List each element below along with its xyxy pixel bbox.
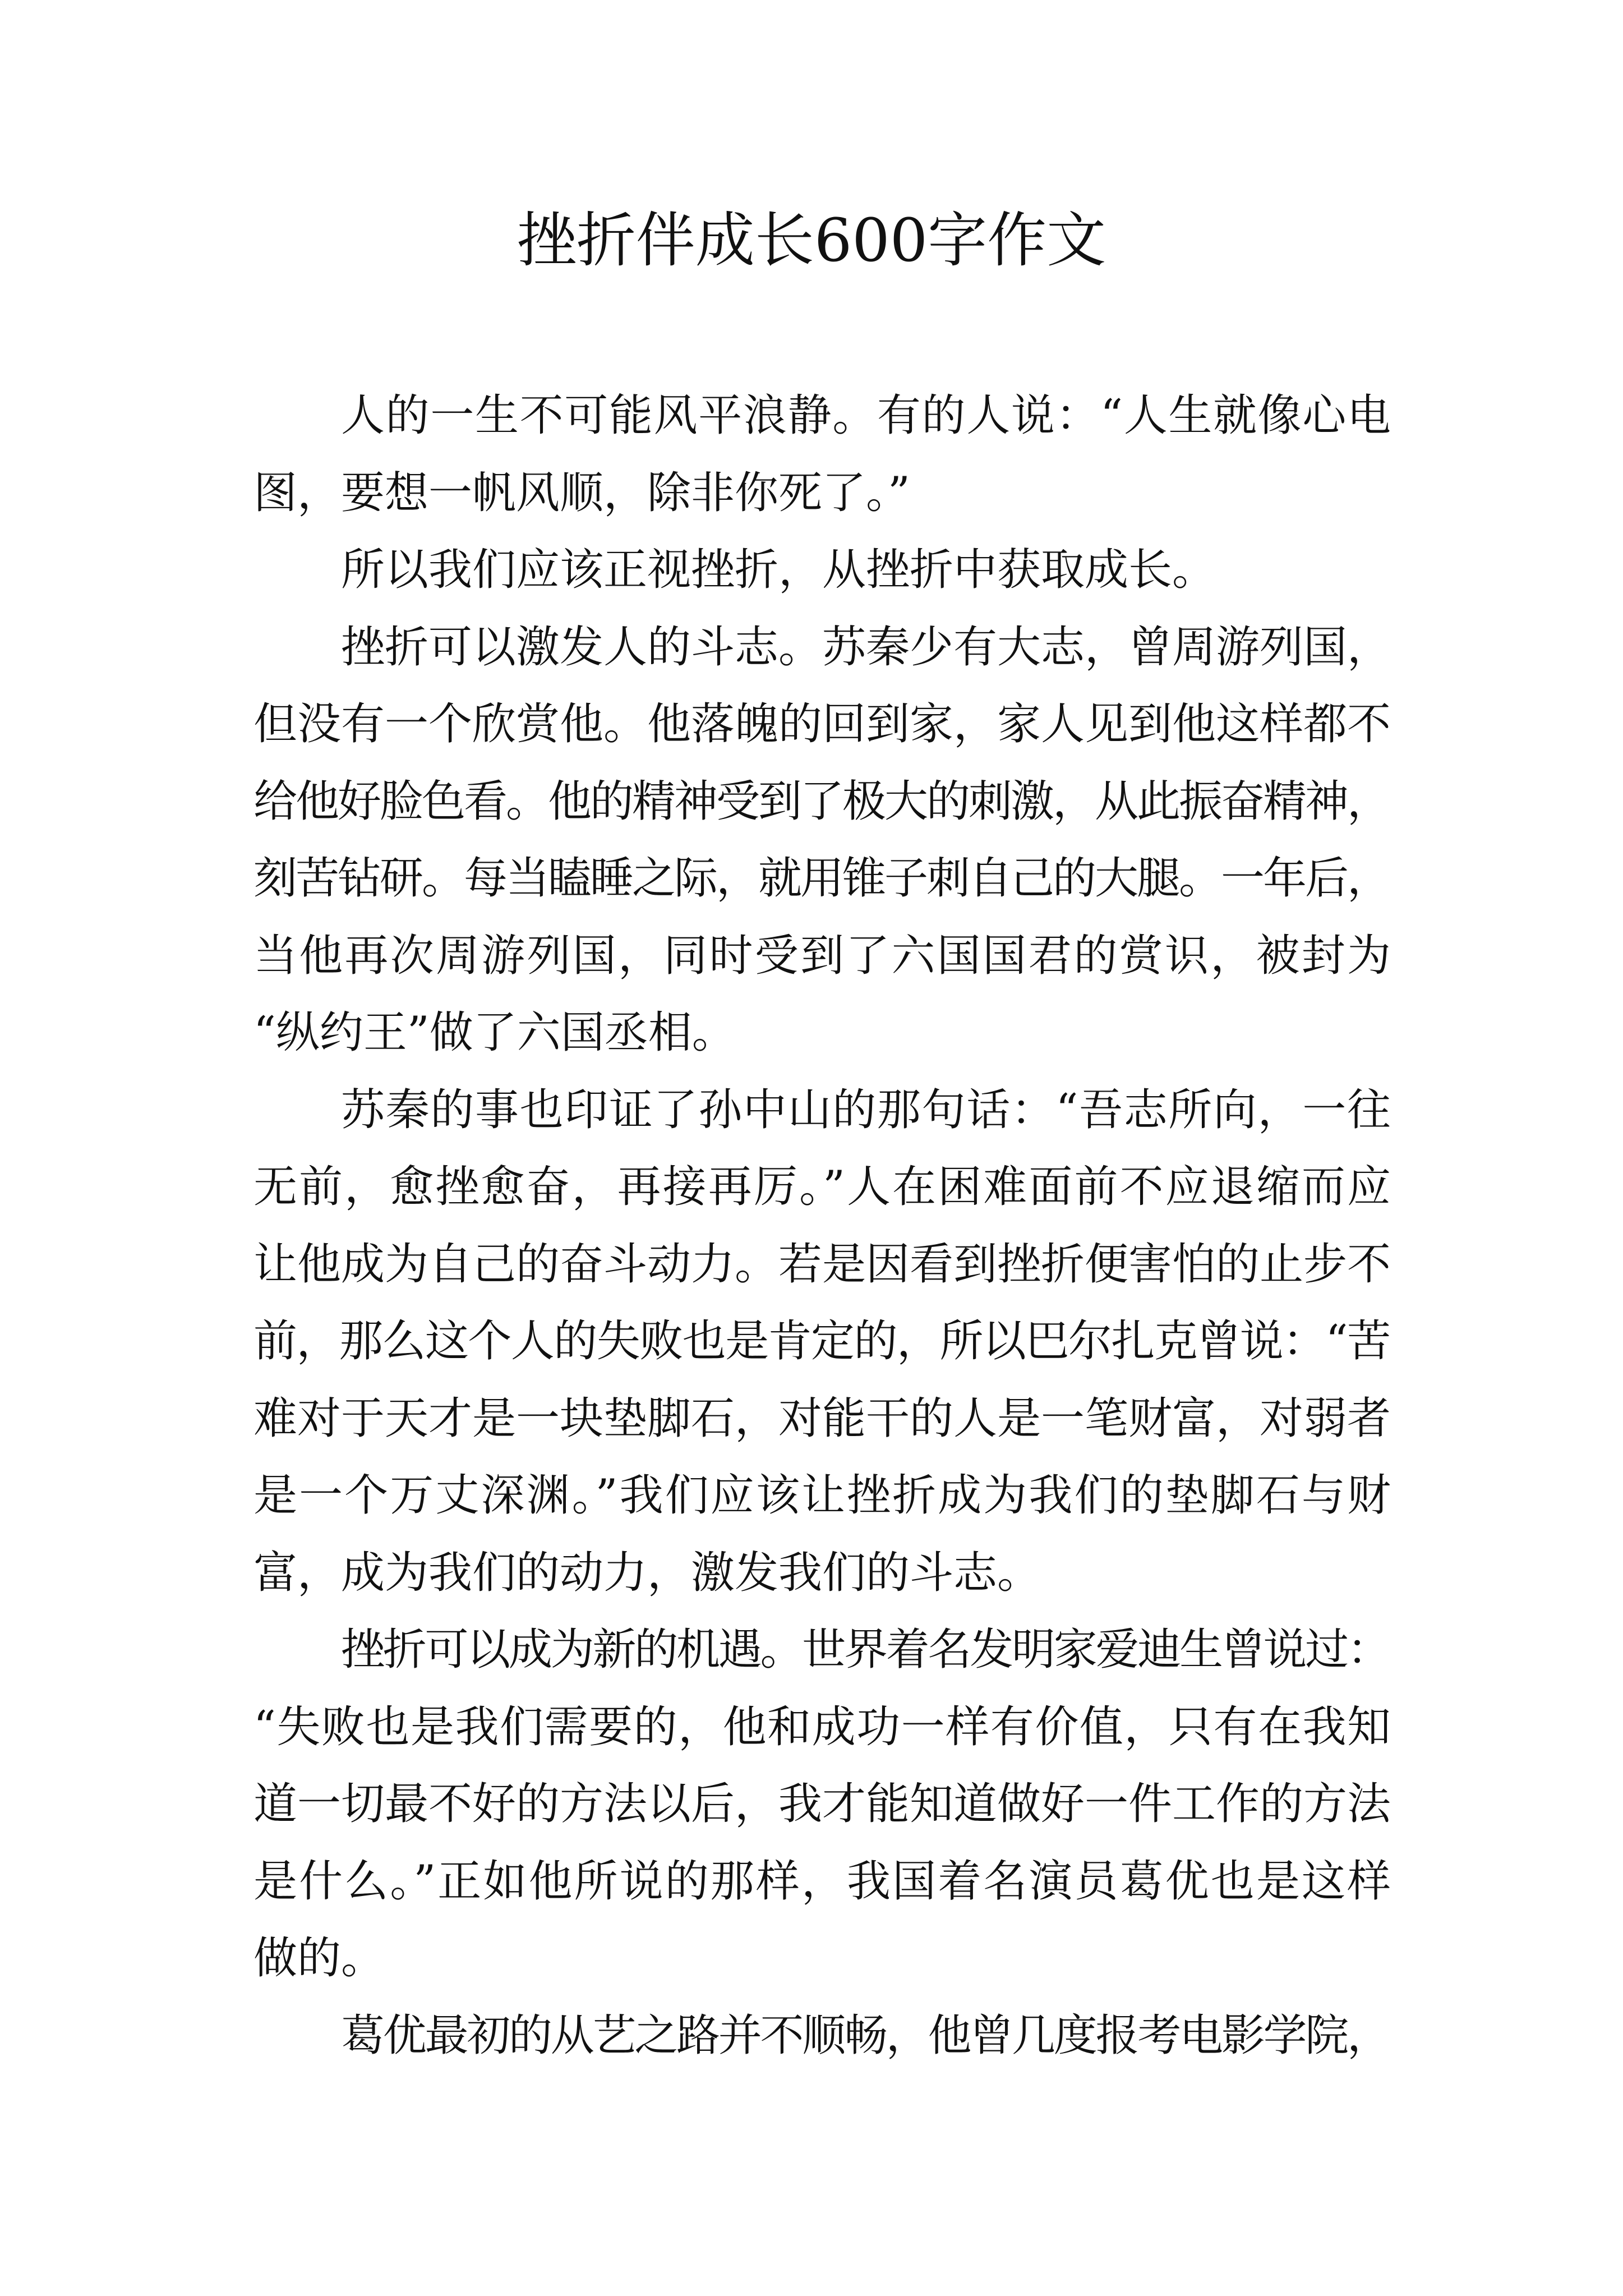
paragraph-3 — [253, 609, 1391, 1072]
line-text: 做的。 — [253, 1933, 385, 1984]
line-text: “纵约王”做了六国丞相。 — [253, 1007, 736, 1058]
line-text: 难对于天才是一块垫脚石，对能干的人是一笔财富，对弱者 — [253, 1393, 1391, 1444]
paragraph-line — [253, 763, 1391, 841]
paragraph-line — [253, 1303, 1391, 1381]
line-text: 所以我们应该正视挫折，从挫折中获取成长。 — [341, 545, 1216, 595]
paragraph-line — [253, 1072, 1391, 1149]
paragraph-line — [253, 455, 1391, 532]
paragraph-line — [253, 1920, 1391, 1998]
paragraph-line — [253, 1843, 1391, 1921]
paragraph-line — [253, 1381, 1391, 1458]
line-text: 当他再次周游列国，同时受到了六国国君的赏识，被封为 — [253, 930, 1393, 981]
line-text: 挫折可以激发人的斗志。苏秦少有大志，曾周游列国， — [341, 622, 1391, 673]
line-text: 给他好脸色看。他的精神受到了极大的刺激，从此振奋精神， — [253, 776, 1389, 827]
paragraph-line — [253, 609, 1391, 687]
line-text: 让他成为自己的奋斗动力。若是因看到挫折便害怕的止步不 — [253, 1239, 1391, 1290]
line-text: 是什么。”正如他所说的那样，我国着名演员葛优也是这样 — [253, 1856, 1393, 1907]
paragraph-line — [253, 1149, 1391, 1226]
line-text: 苏秦的事也印证了孙中山的那句话：“吾志所向，一往 — [341, 1084, 1392, 1135]
paragraph-line — [253, 686, 1391, 763]
paragraph-line — [253, 1689, 1391, 1766]
paragraph-line — [253, 918, 1391, 995]
paragraph-line — [253, 840, 1391, 918]
line-text: 无前，愈挫愈奋，再接再厉。”人在困难面前不应退缩而应 — [253, 1162, 1393, 1212]
paragraph-line — [253, 1457, 1391, 1535]
paragraph-line — [253, 1535, 1391, 1612]
line-text: 挫折可以成为新的机遇。世界着名发明家爱迪生曾说过： — [341, 1625, 1389, 1675]
line-text: “失败也是我们需要的，他和成功一样有价值，只有在我知 — [253, 1701, 1392, 1752]
paragraph-line — [253, 1998, 1391, 2075]
paragraph-line — [253, 1766, 1391, 1843]
line-text: 富，成为我们的动力，激发我们的斗志。 — [253, 1547, 1041, 1598]
paragraph-line — [253, 532, 1391, 609]
line-text: 人的一生不可能风平浪静。有的人说：“人生就像心电 — [341, 390, 1392, 441]
line-text: 是一个万丈深渊。”我们应该让挫折成为我们的垫脚石与财 — [253, 1470, 1393, 1521]
line-text: 葛优最初的从艺之路并不顺畅，他曾几度报考电影学院， — [341, 2010, 1389, 2061]
line-text: 道一切最不好的方法以后，我才能知道做好一件工作的方法 — [253, 1779, 1391, 1829]
paragraph-5 — [253, 1612, 1391, 1998]
paragraph-line — [253, 1226, 1391, 1304]
paragraph-line — [253, 995, 1391, 1072]
paragraph-2 — [253, 532, 1391, 609]
document-body — [253, 378, 1391, 2074]
paragraph-line — [253, 378, 1391, 455]
line-text: 图，要想一帆风顺，除非你死了。” — [253, 467, 910, 518]
paragraph-4 — [253, 1072, 1391, 1612]
document-title: 挫折伴成长600字作文 — [517, 206, 1106, 275]
line-text: 刻苦钻研。每当瞌睡之际，就用锥子刺自己的大腿。一年后， — [253, 853, 1389, 904]
line-text: 前，那么这个人的失败也是肯定的，所以巴尔扎克曾说：“苦 — [253, 1316, 1390, 1366]
paragraph-6 — [253, 1998, 1391, 2075]
line-text: 但没有一个欣赏他。他落魄的回到家，家人见到他这样都不 — [253, 699, 1391, 749]
paragraph-1 — [253, 378, 1391, 532]
paragraph-line — [253, 1612, 1391, 1689]
